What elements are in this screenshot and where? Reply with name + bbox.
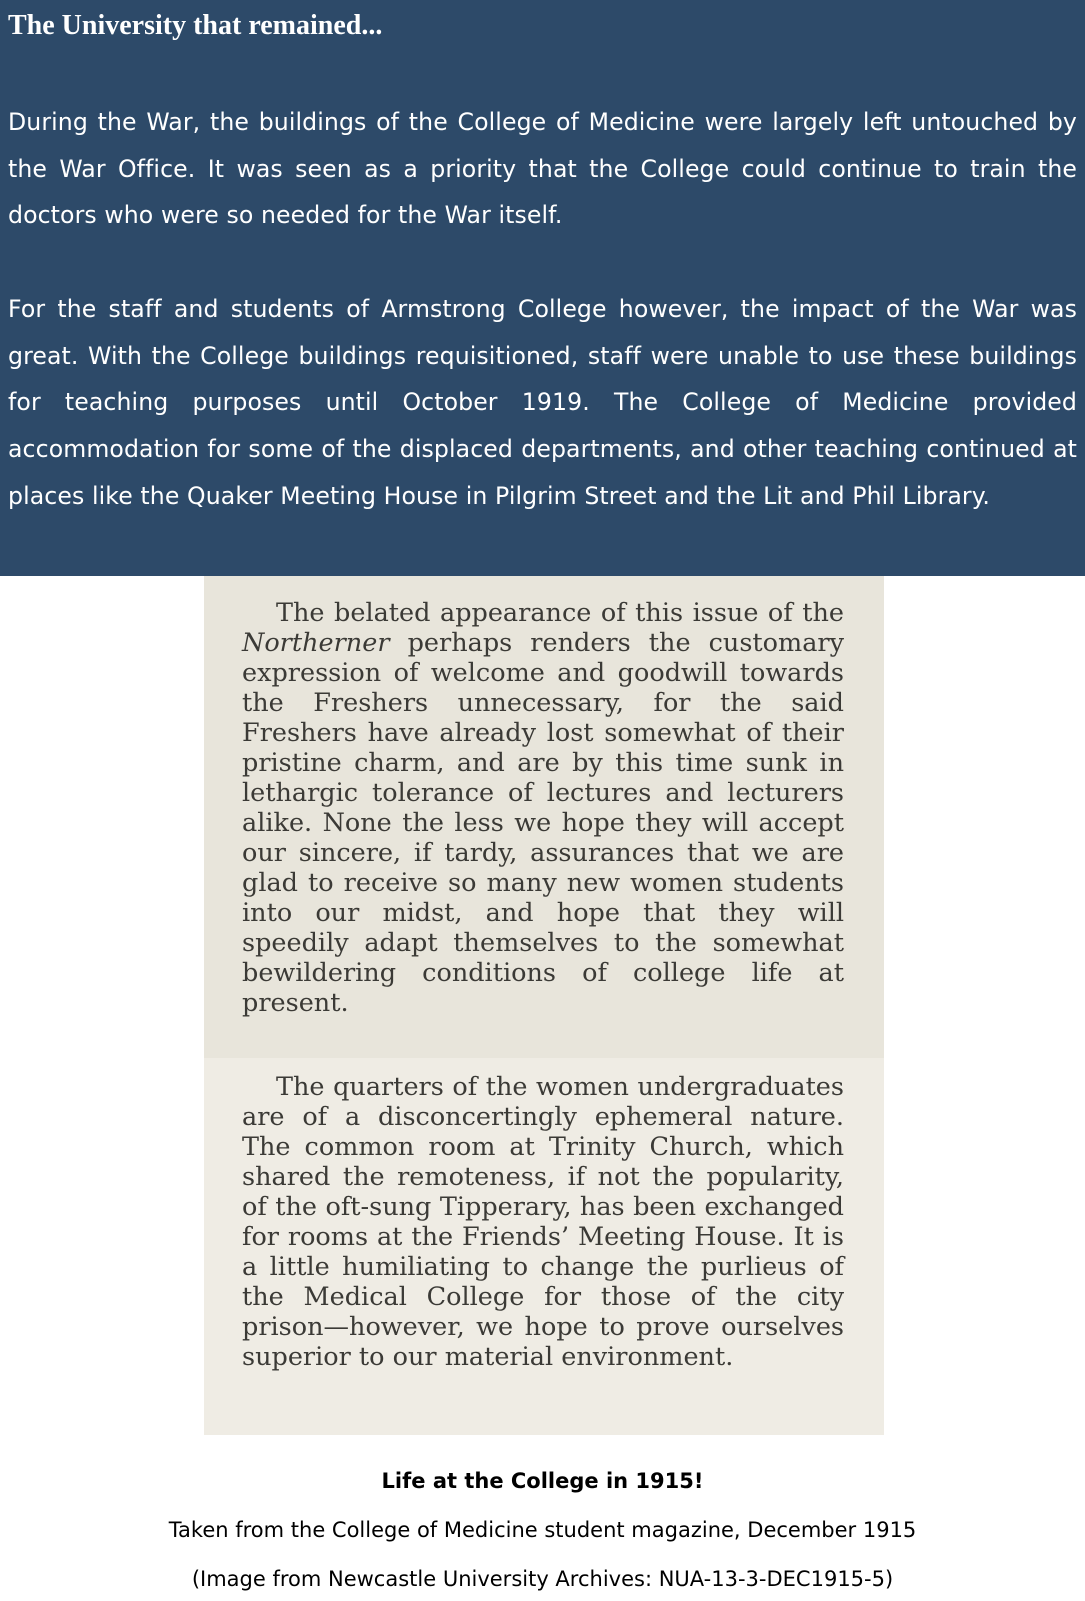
clipping-part-2 <box>204 1058 884 1435</box>
caption-title: Life at the College in 1915! <box>381 1469 704 1493</box>
caption-source: Taken from the College of Medicine student magazine, December 1915 <box>168 1518 917 1542</box>
panel-paragraph-1: During the War, the buildings of the College of Medicine were largely left untouched by the War Office. It was seen as a priority that the College could continue to train the doctors who were so needed for the War itself. <box>8 108 1077 230</box>
panel-paragraph-2: For the staff and students of Armstrong College however, the impact of the War was great. With the College buildings requisitioned, staff were unable to use these buildings for teaching purposes until October 1919. The College of Medicine provided accommodation for some of the displaced departments, and other teaching continued at places like the Quaker Meeting House in Pilgrim Street and the Lit and Phil Library. <box>8 294 1077 510</box>
clipping-part-1 <box>204 576 884 1058</box>
clipping-paragraph-2: The quarters of the women undergraduates are of a disconcertingly ephemeral nature. The common room at Trinity Church, which shared the remoteness, if not the popularity, of the oft-sung Tipperary, has been exchanged for rooms at the Friends’ Meeting House. It is a little humiliating to change the purlieus of the Medical College for those of the city prison—however, we hope to prove ourselves superior to our material environment. <box>242 1072 844 1372</box>
clipping-paragraph-1 <box>242 598 844 1018</box>
intro-panel <box>0 0 1085 576</box>
clipping-paragraph-1-start: The belated appearance of this issue of the <box>276 598 844 628</box>
clipping-paragraph-1-rest: perhaps renders the customary expression of welcome and goodwill towards the Freshers unnecessary, for the said Freshers have already lost somewhat of their pristine charm, and are by this time sunk in lethargic tolerance of lectures and lecturers alike. None the less we hope they will accept our sincere, if tardy, assurances that we are glad to receive so many new women students into our midst, and hope that they will speedily adapt themselves to the somewhat bewildering conditions of college life at present. <box>242 628 844 1018</box>
clipping-magazine-name: Northerner <box>242 628 390 658</box>
panel-heading: The University that remained... <box>8 10 383 41</box>
magazine-clipping-image <box>204 576 884 1435</box>
caption-reference: (Image from Newcastle University Archives: NUA-13-3-DEC1915-5) <box>191 1567 894 1591</box>
